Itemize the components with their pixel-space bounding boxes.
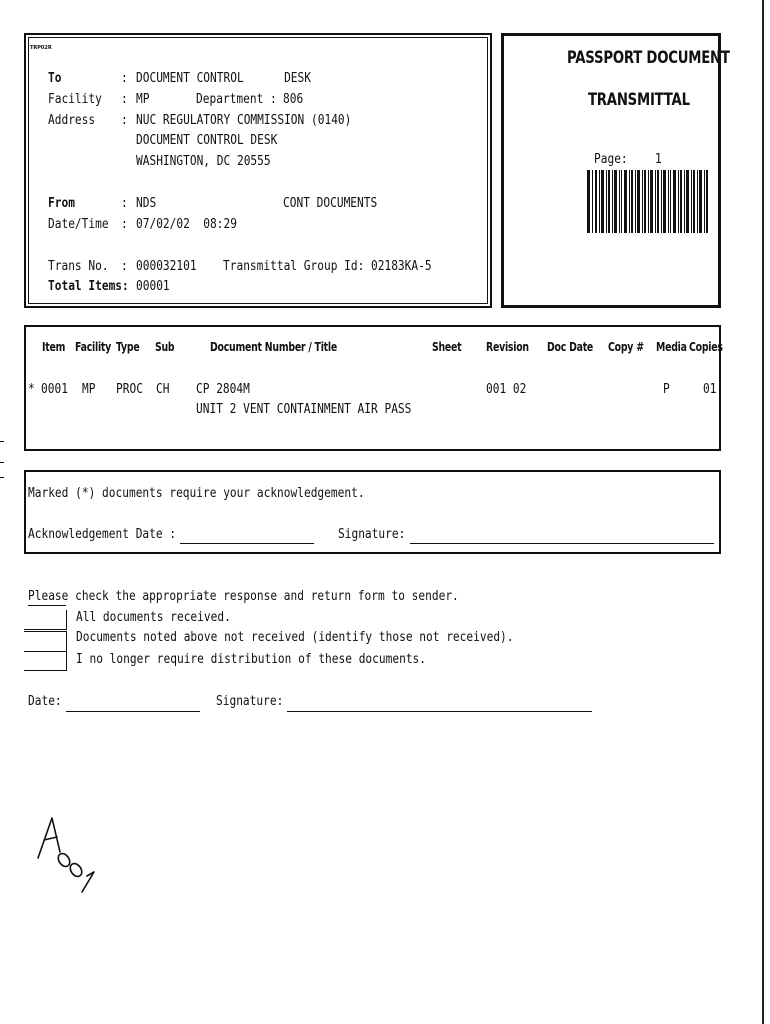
group-id-value: 02183KA-5 xyxy=(371,259,432,274)
ack-date-field[interactable] xyxy=(180,543,314,544)
page-value: 1 xyxy=(655,152,662,167)
ack-note: Marked (*) documents require your acknowledgement. xyxy=(28,486,365,501)
total-items-label: Total Items: xyxy=(48,279,129,294)
to-colon: : xyxy=(121,71,128,86)
row-revision: 001 02 xyxy=(486,382,527,397)
checkbox-all-received[interactable] xyxy=(24,610,67,630)
address-colon: : xyxy=(121,113,128,128)
col-facility: Facility xyxy=(75,340,112,354)
address-line-3: WASHINGTON, DC 20555 xyxy=(136,154,271,169)
response-date-field[interactable] xyxy=(66,711,200,712)
row-facility: MP xyxy=(82,382,96,397)
row-doc-title: UNIT 2 VENT CONTAINMENT AIR PASS xyxy=(196,402,412,417)
response-signature-field[interactable] xyxy=(287,711,592,712)
address-label: Address xyxy=(48,113,96,128)
response-signature-label: Signature: xyxy=(216,694,284,709)
facility-label: Facility xyxy=(48,92,102,107)
row-copies: 01 xyxy=(703,382,717,397)
response-instruction: Please check the appropriate response and return form to sender. xyxy=(28,589,459,604)
option-not-received: Documents noted above not received (identify those not received). xyxy=(76,630,514,645)
group-id-label: Transmittal Group Id: xyxy=(223,259,365,274)
col-sub: Sub xyxy=(155,340,175,354)
page-label: Page: xyxy=(594,152,628,167)
facility-value: MP xyxy=(136,92,150,107)
please-underline xyxy=(28,605,66,606)
row-sub: CH xyxy=(156,382,170,397)
col-revision: Revision xyxy=(486,340,529,354)
page-edge-line xyxy=(762,0,764,1024)
datetime-value: 07/02/02 08:29 xyxy=(136,217,237,232)
from-dept: CONT DOCUMENTS xyxy=(283,196,378,211)
handwritten-annotation xyxy=(30,810,110,900)
row-marker: * xyxy=(28,382,35,397)
address-line-1: NUC REGULATORY COMMISSION (0140) xyxy=(136,113,352,128)
title-line-1: PASSPORT DOCUMENT xyxy=(567,48,730,68)
from-value: NDS xyxy=(136,196,157,211)
col-item: Item xyxy=(42,340,66,354)
to-label: To xyxy=(48,71,62,86)
department-value: 806 xyxy=(283,92,304,107)
title-line-2: TRANSMITTAL xyxy=(588,90,690,110)
ack-signature-field[interactable] xyxy=(410,543,714,544)
trans-no-label: Trans No. xyxy=(48,259,109,274)
row-item: 0001 xyxy=(41,382,68,397)
datetime-label: Date/Time xyxy=(48,217,109,232)
total-items-value: 00001 xyxy=(136,279,170,294)
col-media: Media xyxy=(656,340,687,354)
form-code: TRP02R xyxy=(30,45,52,51)
col-copy: Copy # xyxy=(608,340,644,354)
margin-tick-1 xyxy=(0,441,4,442)
from-label: From xyxy=(48,196,75,211)
col-sheet: Sheet xyxy=(432,340,462,354)
datetime-colon: : xyxy=(121,217,128,232)
address-line-2: DOCUMENT CONTROL DESK xyxy=(136,133,278,148)
row-media: P xyxy=(663,382,670,397)
col-copies: Copies xyxy=(689,340,723,354)
barcode xyxy=(587,170,708,233)
checkbox-not-received[interactable] xyxy=(24,631,67,652)
response-date-label: Date: xyxy=(28,694,62,709)
col-type: Type xyxy=(116,340,140,354)
margin-tick-2 xyxy=(0,462,4,463)
margin-tick-3 xyxy=(0,477,4,478)
to-value: DOCUMENT CONTROL DESK xyxy=(136,71,312,86)
option-no-longer-required: I no longer require distribution of these documents. xyxy=(76,652,427,667)
ack-date-label: Acknowledgement Date : xyxy=(28,527,177,542)
row-type: PROC xyxy=(116,382,143,397)
checkbox-no-longer-required[interactable] xyxy=(24,651,67,671)
trans-no-value: 000032101 xyxy=(136,259,197,274)
from-colon: : xyxy=(121,196,128,211)
ack-signature-label: Signature: xyxy=(338,527,406,542)
facility-colon: : xyxy=(121,92,128,107)
row-doc-number: CP 2804M xyxy=(196,382,250,397)
col-doc-date: Doc Date xyxy=(547,340,594,354)
col-doc-number: Document Number / Title xyxy=(210,340,338,354)
department-label: Department : xyxy=(196,92,277,107)
option-all-received: All documents received. xyxy=(76,610,231,625)
trans-no-colon: : xyxy=(121,259,128,274)
